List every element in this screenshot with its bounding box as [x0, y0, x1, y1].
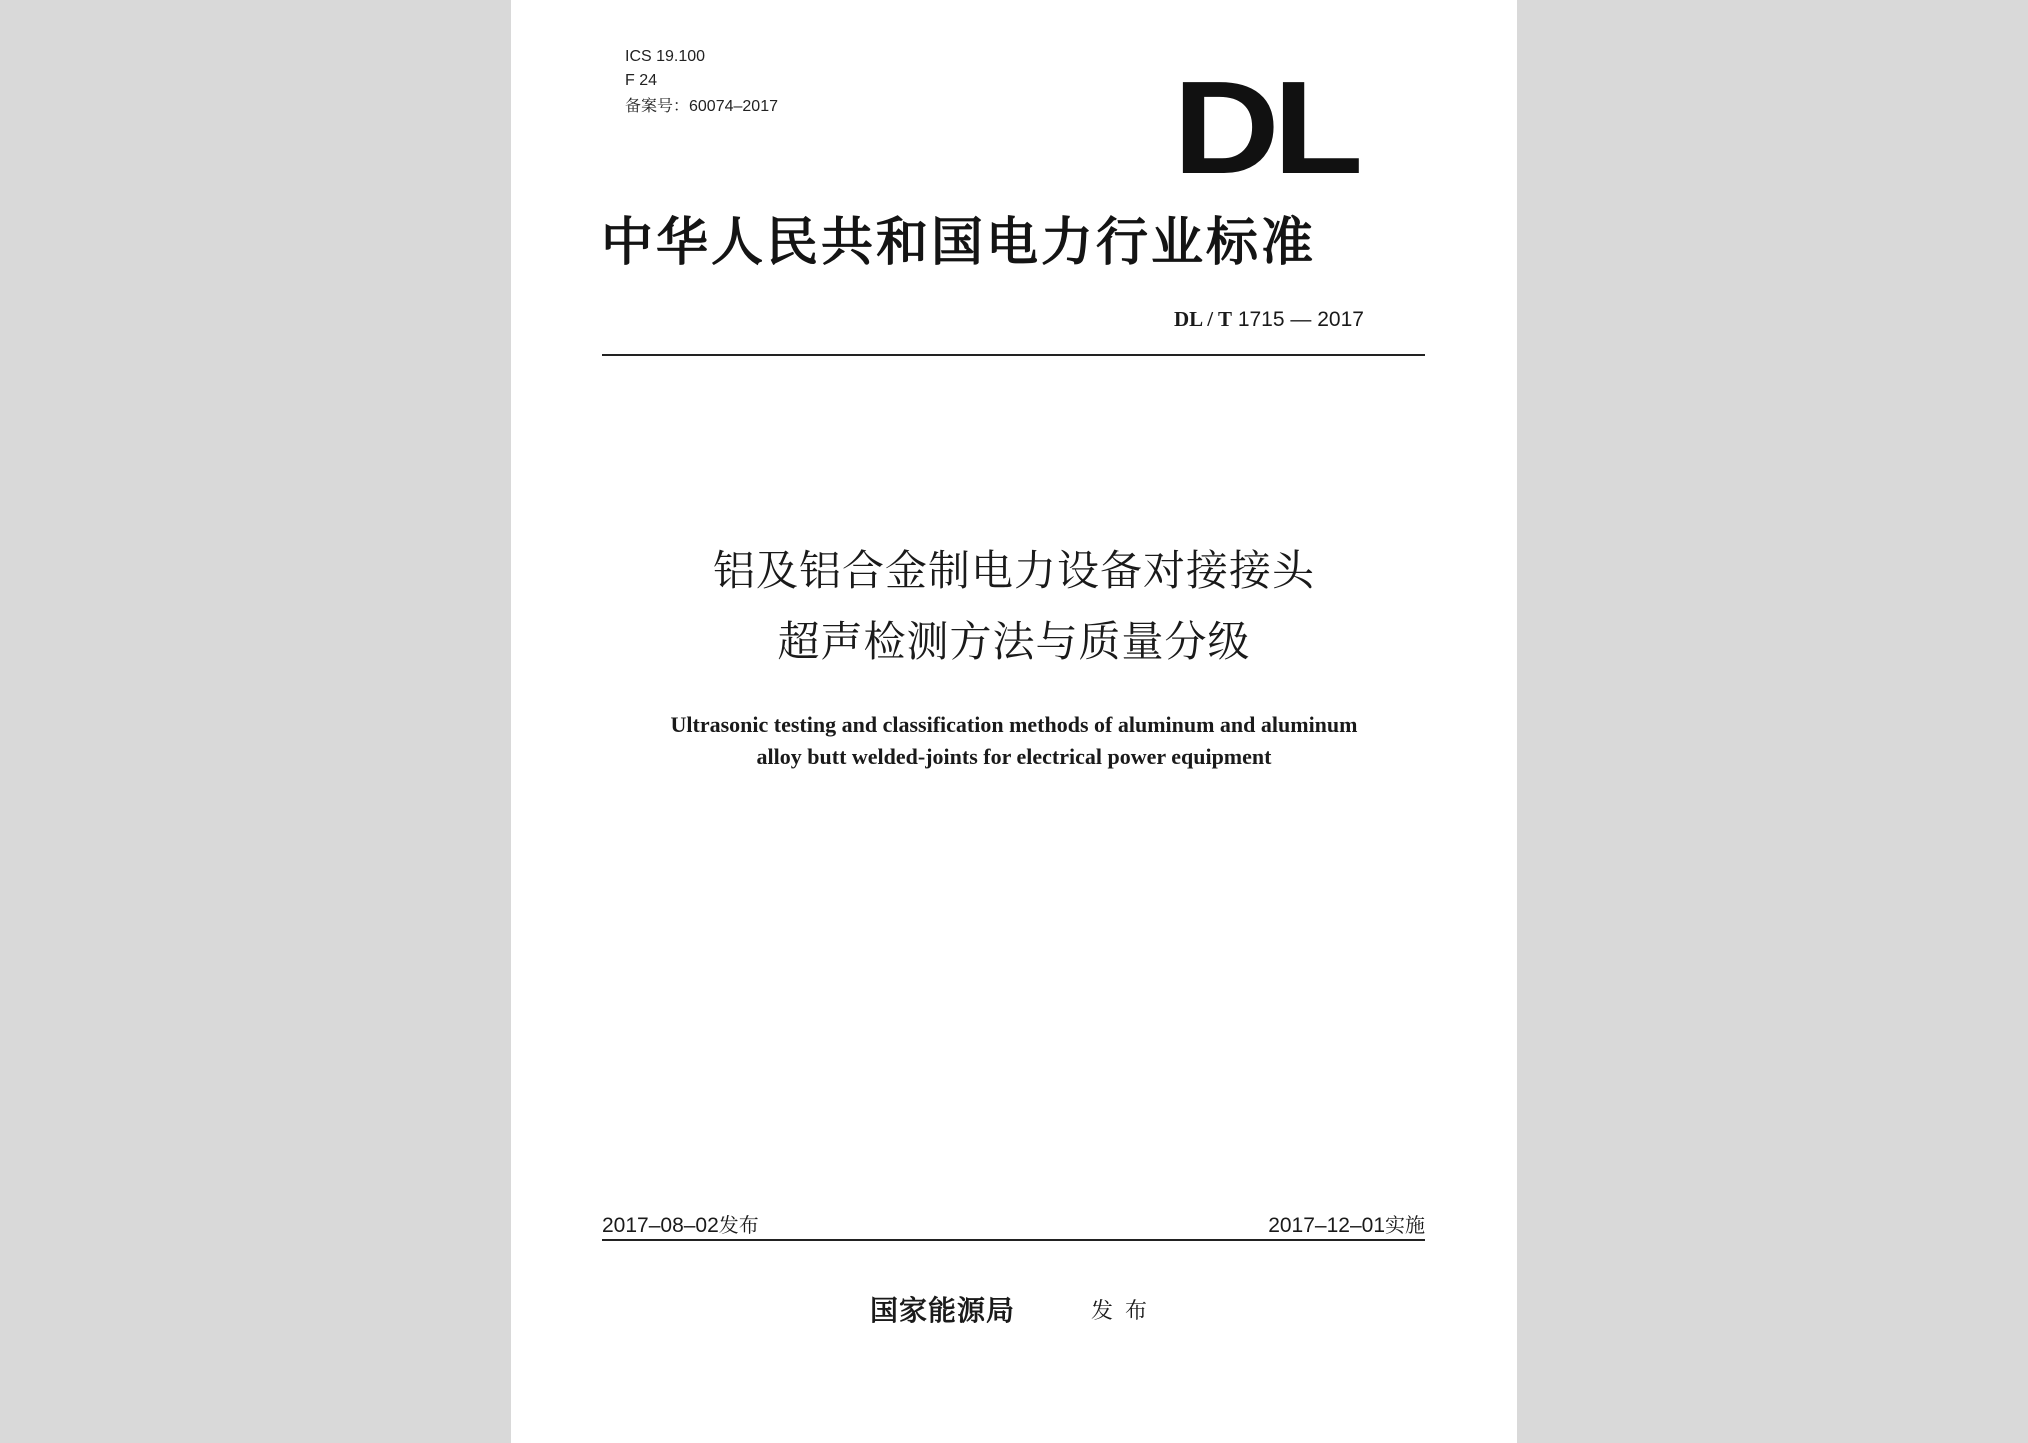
english-title-line-2: alloy butt welded-joints for electrical power equipment: [756, 744, 1272, 769]
standard-number-value: 1715 — 2017: [1231, 308, 1364, 331]
date-divider: [602, 1239, 1425, 1241]
issue-word: 发布: [1091, 1299, 1160, 1324]
record-number: 备案号：60074–2017: [625, 98, 778, 115]
issue-date-label: 发布: [718, 1213, 759, 1237]
ics-code: ICS 19.100: [625, 48, 706, 65]
english-title: [511, 709, 1517, 773]
document-page: [511, 0, 1517, 1443]
issue-date: [602, 1209, 759, 1238]
effective-date: [1268, 1209, 1425, 1238]
chinese-title-line-2: 超声检测方法与质量分级: [777, 617, 1251, 666]
standard-number: [1174, 307, 1364, 332]
effective-date-label: 实施: [1385, 1213, 1425, 1237]
header-divider: [602, 354, 1425, 356]
issuer-name: 国家能源局: [870, 1294, 1016, 1327]
english-title-line-1: Ultrasonic testing and classification methods of aluminum and aluminum: [670, 712, 1358, 737]
standard-number-prefix: DL / T: [1174, 307, 1232, 331]
chinese-title: [511, 535, 1517, 677]
dl-logo: DL: [1173, 54, 1357, 201]
issue-date-value: 2017–08–02: [602, 1214, 719, 1237]
standard-title: 中华人民共和国电力行业标准: [601, 212, 1317, 273]
ccs-code: F 24: [625, 72, 658, 89]
effective-date-value: 2017–12–01: [1268, 1214, 1385, 1237]
chinese-title-line-1: 铝及铝合金制电力设备对接接头: [712, 546, 1315, 595]
